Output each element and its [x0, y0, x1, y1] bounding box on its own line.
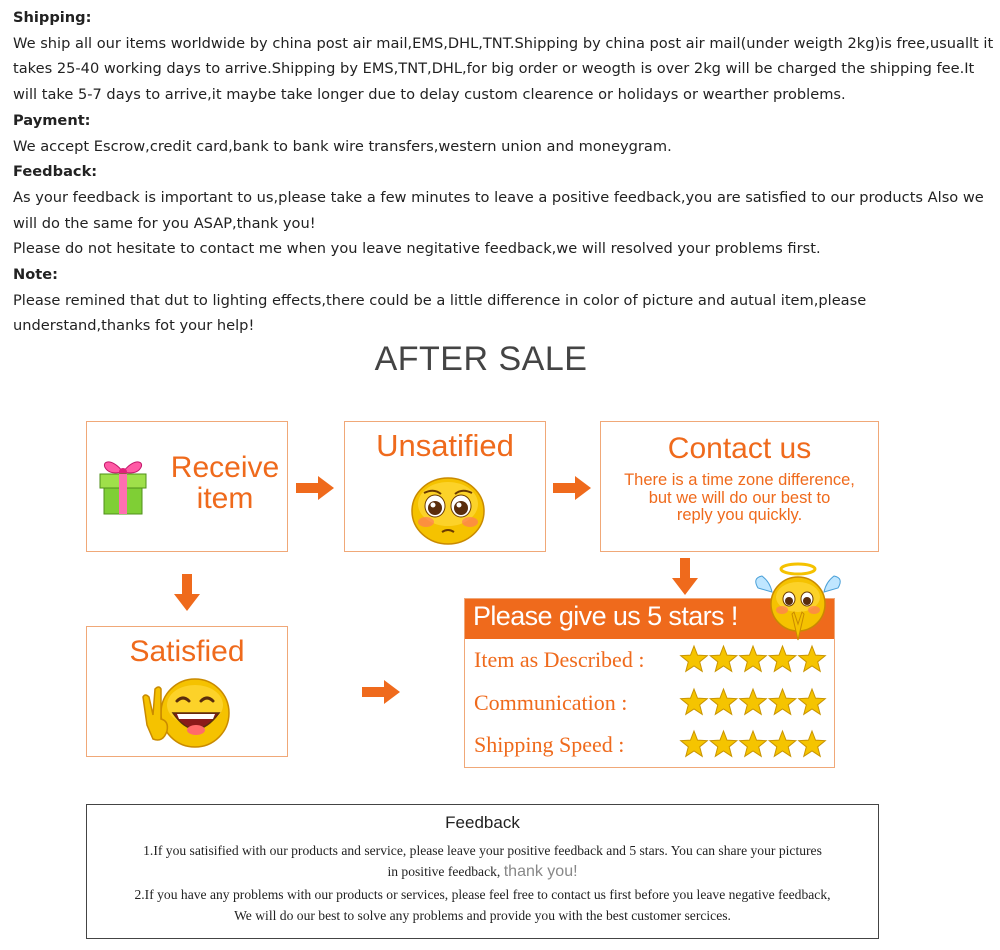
payment-text: We accept Escrow,credit card,bank to bank wire transfers,western union and moneygram. [13, 137, 672, 155]
feedback-line-3: 2.If you have any problems with our products or services, please feel free to contact us first before you leave negative feedback, [134, 887, 831, 902]
stars-panel-title: Please give us 5 stars ! [473, 601, 738, 631]
satisfied-label: Satisfied [129, 635, 245, 668]
rating-row-item-described [465, 643, 834, 683]
satisfied-box [86, 626, 288, 757]
star-icon [681, 731, 708, 756]
thank-you-text: thank you! [503, 863, 578, 880]
feedback-heading: Feedback: [13, 163, 98, 181]
star-icon [710, 689, 737, 714]
unsatisfied-label: Unsatified [376, 428, 514, 463]
star-icon [740, 731, 767, 756]
feedback-box-title: Feedback [445, 813, 520, 832]
star-rating [679, 728, 829, 762]
note-heading: Note: [13, 266, 58, 284]
star-icon [799, 646, 826, 671]
policy-section [13, 5, 998, 339]
star-icon [681, 646, 708, 671]
feedback-text-2: Please do not hesitate to contact me when you leave negitative feedback,we will resolved your problems first. [13, 240, 821, 258]
rating-label: Item as Described : [474, 647, 645, 672]
star-icon [740, 646, 767, 671]
rating-label: Communication : [474, 690, 628, 715]
feedback-box [86, 804, 879, 939]
feedback-line-4: We will do our best to solve any problems and provide you with the best customer sercices. [234, 908, 731, 923]
contact-us-label: Contact us [667, 432, 812, 465]
arrow-right-icon [296, 476, 336, 500]
after-sale-title: AFTER SALE [374, 340, 588, 378]
receive-item-box [86, 421, 288, 552]
feedback-line-1: 1.If you satisified with our products and service, please leave your positive feedback and 5 stars. You can share your pictures [143, 843, 822, 858]
contact-us-box [600, 421, 879, 552]
star-icon [769, 689, 796, 714]
star-rating [679, 686, 829, 720]
star-icon [769, 731, 796, 756]
feedback-text-1: As your feedback is important to us,please take a few minutes to leave a positive feedback,you are satisfied to our products Also we will do the same for you ASAP,thank you! [13, 188, 984, 232]
angel-face-icon [752, 560, 844, 642]
rating-row-shipping-speed [465, 728, 834, 768]
star-rating [679, 643, 829, 677]
receive-item-label: Receive item [170, 451, 280, 515]
unsatisfied-box [344, 421, 546, 552]
contact-us-text: There is a time zone difference, but we will do our best to reply you quickly. [624, 471, 855, 524]
rating-row-communication [465, 686, 834, 726]
feedback-line-2: in positive feedback, thank you! [387, 863, 578, 880]
star-icon [710, 731, 737, 756]
arrow-right-icon [362, 680, 402, 704]
star-icon [799, 689, 826, 714]
shipping-text: We ship all our items worldwide by china post air mail,EMS,DHL,TNT.Shipping by china post air mail(under weigth 2kg)is free,usuallt it takes 25-40 working days to arrive.Shipping by EMS,TNT,DHL,for big order or weogth is over 2kg will be charged the shipping fee.It will take 5-7 days to arrive,it maybe take longer due to delay custom clearence or holidays or wearther problems. [13, 34, 994, 104]
star-icon [740, 689, 767, 714]
arrow-down-icon [174, 574, 200, 612]
pleading-face-icon [408, 474, 488, 546]
star-icon [710, 646, 737, 671]
star-icon [769, 646, 796, 671]
laughing-face-icon [139, 675, 239, 753]
rating-label: Shipping Speed : [474, 732, 625, 757]
shipping-heading: Shipping: [13, 9, 92, 26]
note-text: Please remined that dut to lighting effects,there could be a little difference in color of picture and autual item,please understand,thanks fot your help! [13, 291, 867, 335]
star-icon [799, 731, 826, 756]
gift-icon [97, 454, 149, 516]
payment-heading: Payment: [13, 111, 91, 129]
arrow-down-icon [672, 558, 698, 596]
arrow-right-icon [553, 476, 593, 500]
star-icon [681, 689, 708, 714]
